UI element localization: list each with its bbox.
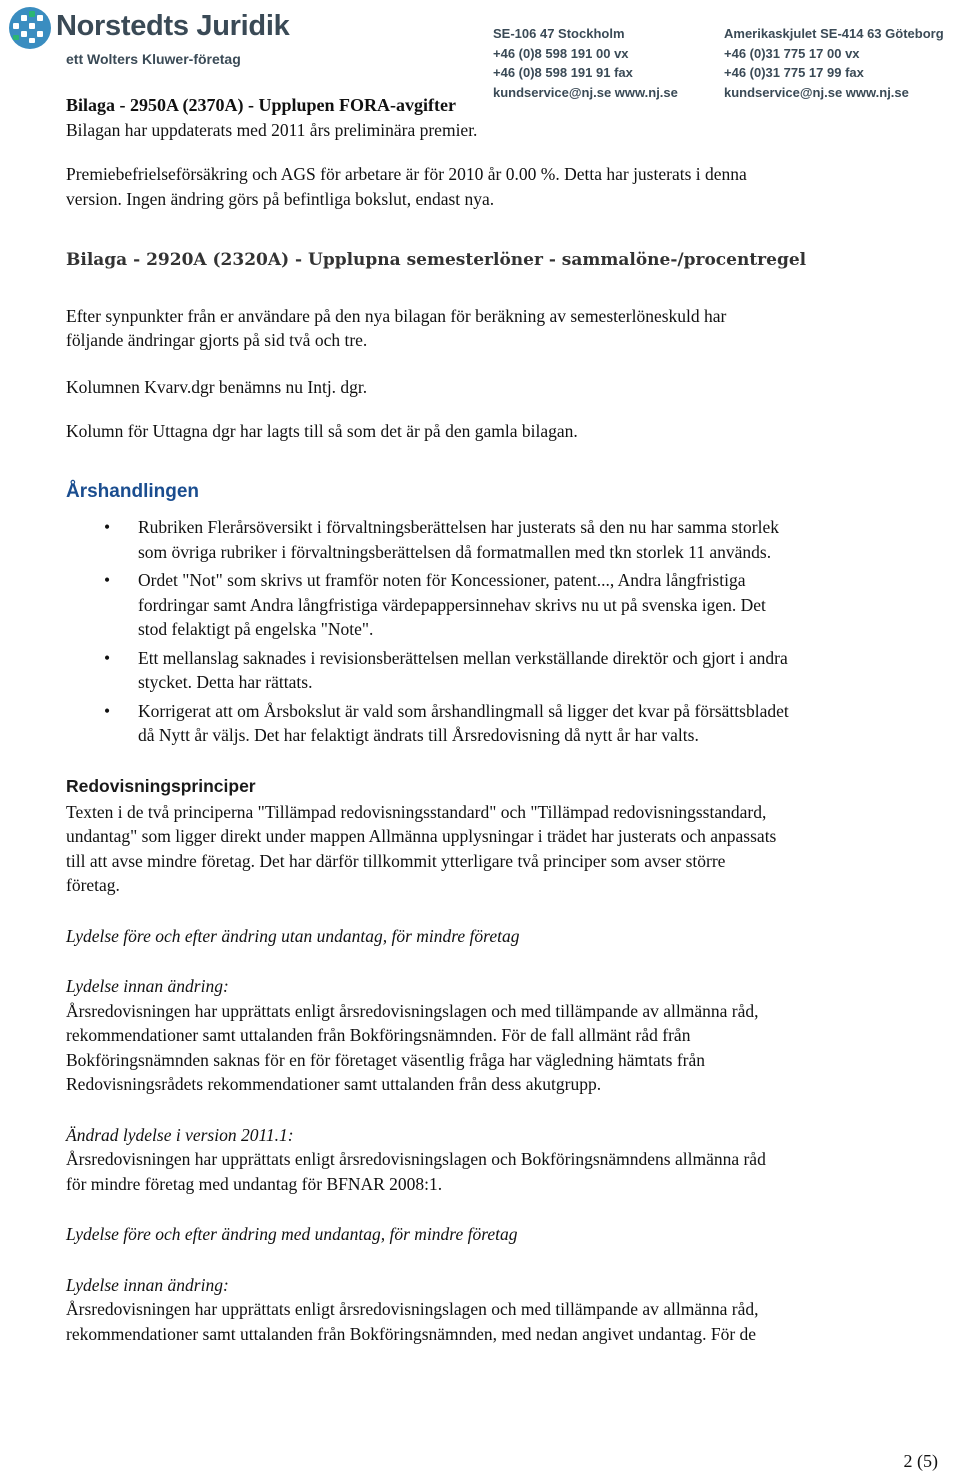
label-before: Lydelse innan ändring: [66, 976, 229, 996]
bullet-list [66, 515, 946, 748]
brand-name: Norstedts Juridik [56, 10, 290, 42]
paragraph: version. Ingen ändring görs på befintliga bokslut, endast nya. [66, 188, 495, 209]
bullet-icon: • [104, 647, 111, 668]
list-item: • Korrigerat att om Årsbokslut är vald som årshandlingmall så ligger det kvar på försättsbladet då Nytt år väljs. Det har felaktigt ändrats till Årsredovisning då nytt år har valts. [104, 700, 789, 745]
section-title: Årshandlingen [66, 481, 200, 502]
section-title: Bilaga - 2920A (2320A) - Upplupna semesterlöner - sammalöne-/procentregel [66, 250, 807, 270]
section-arshandlingen [66, 480, 946, 505]
bullet-icon: • [104, 700, 111, 721]
wolters-kluwer-logo-icon [8, 6, 52, 50]
list-item: • Ett mellanslag saknades i revisionsberättelsen mellan verkställande direktör och gjort i andra stycket. Detta har rättats. [104, 647, 788, 692]
paragraph: Efter synpunkter från er användare på den nya bilagan för beräkning av semesterlöneskuld har [66, 305, 727, 326]
paragraph: Årsredovisningen har upprättats enligt årsredovisningslagen och Bokföringsnämndens allmänna råd för mindre företag med undantag för BFNAR 2008:1. [66, 1149, 766, 1194]
bullet-icon: • [104, 570, 111, 590]
section-title: Redovisningsprinciper [66, 776, 256, 796]
paragraph: Årsredovisningen har upprättats enligt årsredovisningslagen och med tillämpande av allmänna råd, rekommendationer samt uttalanden från Bokföringsnämnden, med nedan angivet undantag. För de [66, 1299, 759, 1344]
label-before: Lydelse innan ändring: [66, 1274, 229, 1295]
fax-line: +46 (0)8 598 191 91 fax [493, 65, 633, 80]
page-number: 2 (5) [903, 1451, 938, 1471]
web-line: kundservice@nj.se www.nj.se [724, 84, 909, 100]
label-after: Ändrad lydelse i version 2011.1: [66, 1124, 294, 1145]
section-redovisningsprinciper [66, 774, 946, 1346]
address-line: SE-106 47 Stockholm [493, 26, 625, 41]
paragraph: Bilagan har uppdaterats med 2011 års preliminära premier. [66, 119, 478, 140]
paragraph: Texten i de två principerna "Tillämpad redovisningsstandard" och "Tillämpad redovisningsstandard, undantag" som ligger direkt under mappen Allmänna upplysningar i trädet har justerats och anpassats till att avse mindre företag. Det har därför tillkommit ytterligare två principer som avser större företag. [66, 801, 777, 895]
paragraph: Årsredovisningen har upprättats enligt årsredovisningslagen och med tillämpande av allmänna råd, rekommendationer samt uttalanden från Bokföringsnämnden. För de fall allmänt råd från Bokföringsnämnden saknas för en för företaget väsentlig fråga har vägledning hämtats från Redovisningsrådets rekommendationer samt uttalanden från dess akutgrupp. [66, 1000, 759, 1094]
fax-line: +46 (0)31 775 17 99 fax [724, 65, 864, 80]
brand-subtitle: ett Wolters Kluwer-företag [66, 51, 241, 67]
list-item: • Ordet "Not" som skrivs ut framför noten för Koncessioner, patent..., Andra långfristiga fordringar samt Andra långfristiga värdepappersinnehav skrivs nu ut på svenska igen. Det stod felaktigt på engelska "Note". [104, 570, 766, 639]
paragraph: Kolumn för Uttagna dgr har lagts till så som det är på den gamla bilagan. [66, 421, 578, 441]
section-semesterloner [66, 248, 946, 444]
contact-stockholm [493, 24, 678, 102]
list-item: • Rubriken Flerårsöversikt i förvaltningsberättelsen har justerats så den nu har samma storlek som övriga rubriker i förvaltningsberättelsen då formatmallen med tkn storlek 11 används. [104, 517, 780, 562]
web-line: kundservice@nj.se www.nj.se [493, 84, 678, 100]
contact-goteborg [724, 24, 944, 102]
subheading: Lydelse före och efter ändring med undantag, för mindre företag [66, 1224, 518, 1244]
section-fora [66, 93, 946, 211]
letterhead [0, 0, 960, 105]
paragraph: Premiebefrielseförsäkring och AGS för arbetare är för 2010 år 0.00 %. Detta har justerats i denna [66, 164, 747, 184]
phone-line: +46 (0)8 598 191 00 vx [493, 45, 629, 61]
phone-line: +46 (0)31 775 17 00 vx [724, 45, 860, 61]
section-title: Bilaga - 2950A (2370A) - Upplupen FORA-avgifter [66, 95, 456, 115]
paragraph: följande ändringar gjorts på sid två och tre. [66, 330, 368, 350]
subheading: Lydelse före och efter ändring utan undantag, för mindre företag [66, 925, 520, 946]
paragraph: Kolumnen Kvarv.dgr benämns nu Intj. dgr. [66, 376, 368, 397]
address-line: Amerikaskjulet SE-414 63 Göteborg [724, 26, 944, 41]
bullet-icon: • [104, 517, 111, 537]
